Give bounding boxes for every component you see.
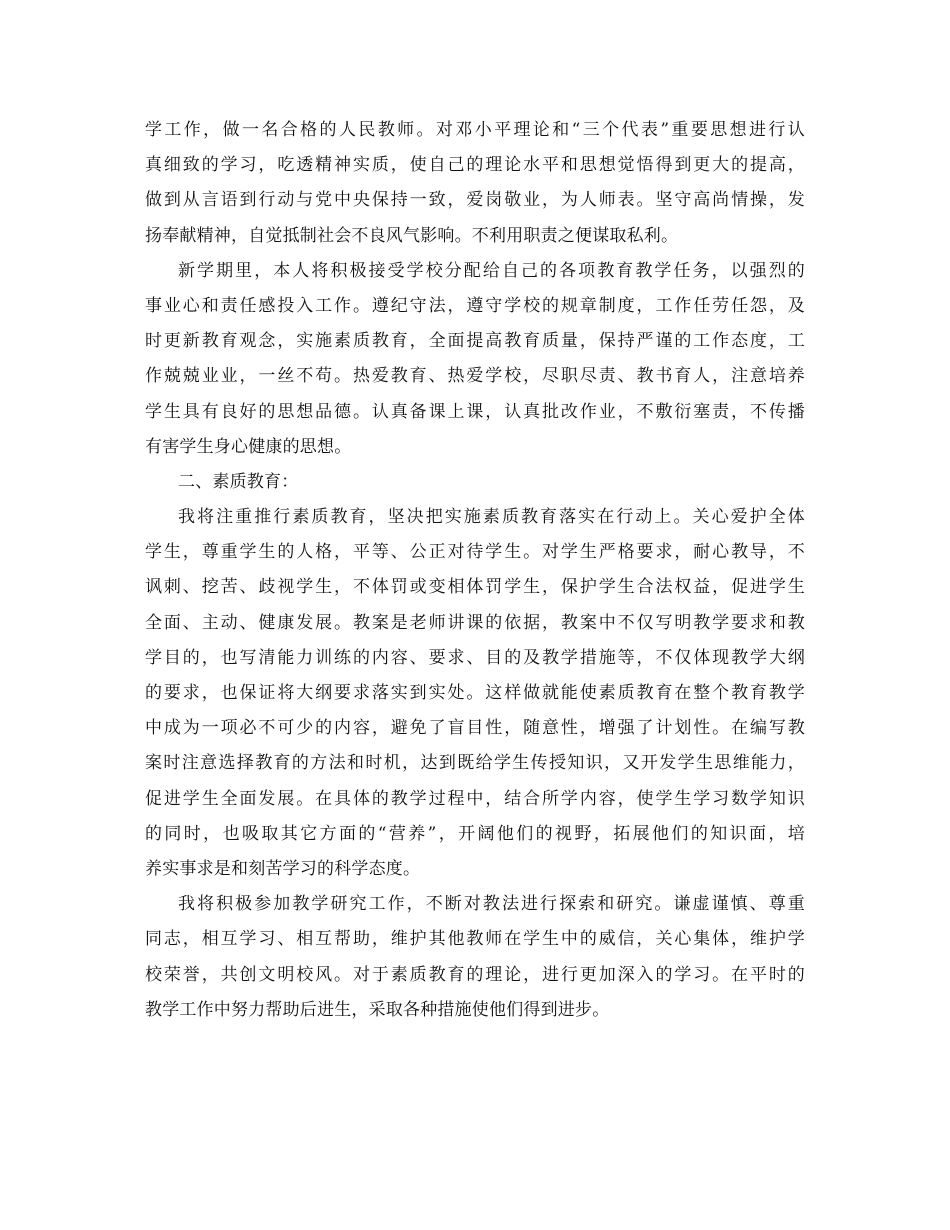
text-line: 讽刺、挖苦、歧视学生，不体罚或变相体罚学生，保护学生合法权益，促进学生 <box>145 577 805 598</box>
text-line: 做到从言语到行动与党中央保持一致，爱岗敬业，为人师表。坚守高尚情操，发 <box>145 190 805 211</box>
text-line: 我将积极参加教学研究工作，不断对教法进行探索和研究。谦虚谨慎、尊重 <box>178 894 805 915</box>
text-line: 二、素质教育： <box>178 471 299 492</box>
text-line: 事业心和责任感投入工作。遵纪守法，遵守学校的规章制度，工作任劳任怨，及 <box>145 295 805 316</box>
text-line: 学目的，也写清能力训练的内容、要求、目的及教学措施等，不仅体现教学大纲 <box>145 647 805 668</box>
text-line: 作兢兢业业，一丝不苟。热爱教育、热爱学校，尽职尽责、教书育人，注意培养 <box>145 366 805 387</box>
text-line: 扬奉献精神，自觉抵制社会不良风气影响。不利用职责之便谋取私利。 <box>145 225 679 246</box>
text-line: 促进学生全面发展。在具体的教学过程中，结合所学内容，使学生学习数学知识 <box>145 788 805 809</box>
text-line: 我将注重推行素质教育，坚决把实施素质教育落实在行动上。关心爱护全体 <box>178 507 805 528</box>
text-line: 养实事求是和刻苦学习的科学态度。 <box>145 858 421 879</box>
text-line: 教学工作中努力帮助后进生，采取各种措施使他们得到进步。 <box>145 999 610 1020</box>
text-line: 的同时，也吸取其它方面的“营养”，开阔他们的视野，拓展他们的知识面，培 <box>145 823 805 844</box>
text-line: 中成为一项必不可少的内容，避免了盲目性，随意性，增强了计划性。在编写教 <box>145 718 805 739</box>
text-line: 学生，尊重学生的人格，平等、公正对待学生。对学生严格要求，耐心教导，不 <box>145 542 805 563</box>
text-line: 学生具有良好的思想品德。认真备课上课，认真批改作业，不敷衍塞责，不传播 <box>145 401 805 422</box>
text-line: 时更新教育观念，实施素质教育，全面提高教育质量，保持严谨的工作态度，工 <box>145 331 805 352</box>
text-line: 校荣誉，共创文明校风。对于素质教育的理论，进行更加深入的学习。在平时的 <box>145 964 805 985</box>
text-line: 有害学生身心健康的思想。 <box>145 436 352 457</box>
text-line: 同志，相互学习、相互帮助，维护其他教师在学生中的威信，关心集体，维护学 <box>145 929 805 950</box>
text-line: 的要求，也保证将大纲要求落实到实处。这样做就能使素质教育在整个教育教学 <box>145 683 805 703</box>
text-line: 新学期里，本人将积极接受学校分配给自己的各项教育教学任务，以强烈的 <box>178 260 805 281</box>
text-line: 案时注意选择教育的方法和时机，达到既给学生传授知识，又开发学生思维能力， <box>145 753 805 774</box>
text-line: 学工作，做一名合格的人民教师。对邓小平理论和“三个代表”重要思想进行认 <box>145 120 805 140</box>
text-line: 真细致的学习，吃透精神实质，使自己的理论水平和思想觉悟得到更大的提高， <box>145 155 805 176</box>
document-body <box>145 113 805 1028</box>
text-line: 全面、主动、健康发展。教案是老师讲课的依据，教案中不仅写明教学要求和教 <box>145 612 805 633</box>
